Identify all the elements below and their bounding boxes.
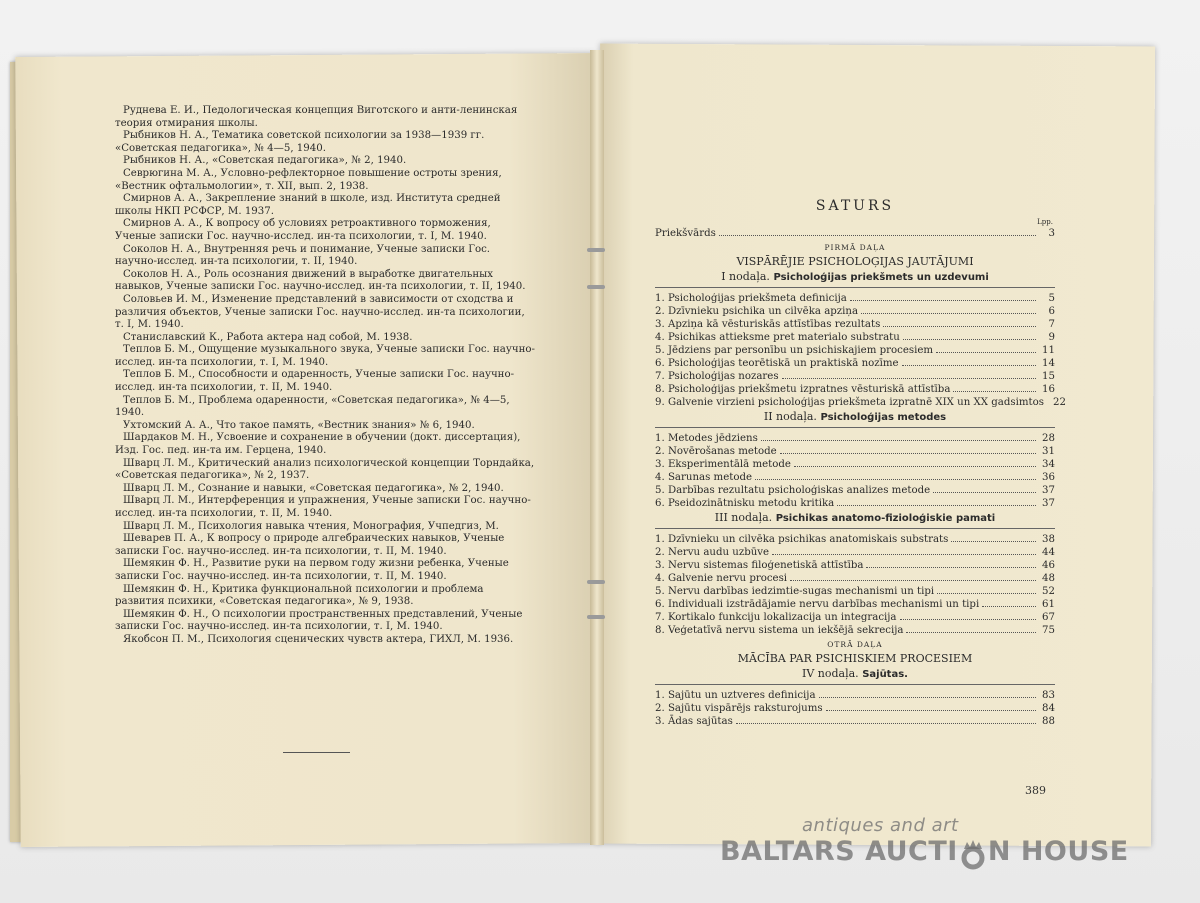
bibliography [115, 105, 535, 647]
staple [587, 248, 605, 252]
chapter-heading [655, 511, 1055, 524]
toc-entry-page: 9 [1048, 332, 1055, 343]
chapter-number: I nodaļa. [721, 270, 770, 283]
bibliography-entry: Рыбников Н. А., «Советская педагогика», № 2, 1940. [123, 155, 407, 167]
toc-entry-label: 1. Psicholoģijas priekšmeta definicija [655, 293, 847, 304]
chapter-rule [655, 427, 1055, 428]
toc-entry [655, 597, 1055, 610]
toc-entry-page: 22 [1052, 397, 1066, 408]
bibliography-entry: Якобсон П. М., Психология сценических чувств актера, ГИХЛ, М. 1936. [123, 633, 514, 645]
toc-entry-page: 28 [1042, 433, 1055, 444]
toc-entry-page: 88 [1042, 716, 1055, 727]
toc-entry [655, 470, 1055, 483]
crown-icon [958, 840, 988, 866]
toc-entry-page: 6 [1048, 306, 1055, 317]
toc-entry-label: 5. Darbības rezultatu psicholoģiskas analizes metode [655, 485, 931, 496]
staple [587, 285, 605, 289]
bibliography-entry: Шемякин Ф. Н., О психологии пространственных представлений, Ученые записки Гос. научно-исслед. ин-та психологии, т. I, М. 1940. [115, 608, 523, 633]
chapter-heading [655, 410, 1055, 423]
toc-entry-page: 3 [1048, 228, 1055, 239]
toc-entry-label: 8. Psicholoģijas priekšmetu izpratnes vēsturiskā attīstība [655, 384, 951, 395]
toc-entry-page: 11 [1042, 345, 1055, 356]
toc-entry-label: 5. Jēdziens par personību un psichiskajiem procesiem [655, 345, 934, 356]
toc-entry [655, 584, 1055, 597]
chapter-title: Psicholoģijas priekšmets un uzdevumi [773, 272, 989, 283]
bibliography-entry: Станиславский К., Работа актера над собой, М. 1938. [123, 331, 413, 343]
toc-entry-page: 46 [1042, 560, 1055, 571]
chapter-title: Psicholoģijas metodes [820, 412, 947, 423]
toc-entry [655, 701, 1055, 714]
toc-entry-preface [655, 226, 1055, 239]
toc-entry [655, 317, 1055, 330]
toc-entry [655, 304, 1055, 317]
toc-entry-label: 1. Sajūtu un uztveres definicija [655, 690, 816, 701]
bibliography-entry: Шварц Л. М., Психология навыка чтения, Монография, Учпедгиз, М. [123, 520, 499, 532]
chapter-number: II nodaļa. [763, 410, 817, 423]
bibliography-entry: Шварц Л. М., Интерференция и упражнения, Ученые записки Гос. научно-исслед. ин-та психологии, т. II, М. 1940. [115, 495, 531, 519]
chapter-number: III nodaļa. [714, 511, 773, 524]
bibliography-entry: Теплов Б. М., Ощущение музыкального звука, Ученые записки Гос. научно-исслед. ин-та психологии, т. I, М. 1940. [115, 344, 535, 368]
toc-entry [655, 369, 1055, 382]
toc-entry-page: 37 [1042, 498, 1055, 509]
chapter-rule [655, 287, 1055, 288]
bibliography-entry: Теплов Б. М., Способности и одаренность, Ученые записки Гос. научно-исслед. ин-та психологии, т. II, М. 1940. [115, 369, 515, 394]
part-label: OTRĀ DAĻA [827, 640, 883, 649]
toc-entry-label: 3. Eksperimentālā metode [655, 459, 791, 470]
toc-entry-page: 15 [1042, 371, 1055, 382]
toc-entry [655, 714, 1055, 727]
toc-entry-label: 4. Galvenie nervu procesi [655, 573, 788, 584]
toc-entry-page: 37 [1042, 485, 1055, 496]
toc-entry [655, 532, 1055, 545]
toc-entry [655, 330, 1055, 343]
toc-entry-label: 4. Psichikas attieksme pret materialo substratu [655, 332, 900, 343]
bibliography-entry: Теплов Б. М., Проблема одаренности, «Советская педагогика», № 4—5, 1940. [115, 394, 510, 419]
toc-entry [655, 610, 1055, 623]
toc-entry-page: 31 [1042, 446, 1055, 457]
toc-entry [655, 496, 1055, 509]
part-title: VISPĀRĒJIE PSICHOLOĢIJAS JAUTĀJUMI [736, 255, 974, 268]
toc-entry-page: 52 [1042, 586, 1055, 597]
chapter-rule [655, 684, 1055, 685]
toc-entry-label: 2. Dzīvnieku psichika un cilvēka apziņa [655, 306, 859, 317]
toc-entry [655, 382, 1055, 395]
toc-title: SATURS [815, 198, 895, 214]
toc-entry-page: 44 [1042, 547, 1055, 558]
toc-entry-label: 5. Nervu darbības iedzimtie-sugas mechanismi un tipi [655, 586, 935, 597]
toc-entry-page: 83 [1042, 690, 1055, 701]
toc-entry-page: 5 [1048, 293, 1055, 304]
page-column-label: Lpp. [1037, 218, 1053, 226]
toc-entry [655, 545, 1055, 558]
bibliography-entry: Соловьев И. М., Изменение представлений в зависимости от сходства и различия объектов, Ученые записки Гос. научно-исслед. ин-та психологии, т. I, М. 1940. [115, 293, 525, 331]
bibliography-entry: Соколов Н. А., Внутренняя речь и понимание, Ученые записки Гос. научно-исслед. ин-та психологии, т. II, 1940. [115, 243, 491, 268]
chapter-title: Psichikas anatomo-fizioloģiskie pamati [775, 513, 996, 524]
bibliography-entry: Смирнов А. А., Закрепление знаний в школе, изд. Института средней школы НКП РСФСР, М. 1937. [115, 193, 501, 217]
toc-entry-label: Priekšvārds [655, 228, 716, 239]
toc-entry-label: 7. Psicholoģijas nozares [655, 371, 779, 382]
bibliography-entry: Соколов Н. А., Роль осознания движений в выработке двигательных навыков, Ученые записки Гос. научно-исслед. ин-та психологии, т. II, 1940. [115, 268, 526, 293]
toc-entry-label: 2. Nervu audu uzbūve [655, 547, 770, 558]
toc-entry [655, 431, 1055, 444]
toc-entry-label: 1. Dzīvnieku un cilvēka psichikas anatomiskais substrats [655, 534, 949, 545]
toc-entry-page: 16 [1042, 384, 1055, 395]
bibliography-entry: Смирнов А. А., К вопросу об условиях ретроактивного торможения, Ученые записки Гос. научно-исслед. ин-та психологии, т. I, М. 1940. [115, 218, 491, 242]
toc-entry-label: 8. Veģetatīvā nervu sistema un iekšējā sekrecija [655, 625, 904, 636]
toc-entry [655, 457, 1055, 470]
toc-entry-label: 1. Metodes jēdziens [655, 433, 758, 444]
table-of-contents [655, 198, 1066, 727]
toc-entry-page: 48 [1042, 573, 1055, 584]
toc-entry-label: 2. Novērošanas metode [655, 446, 777, 457]
toc-entry-label: 9. Galvenie virzieni psicholoģijas priekšmeta izpratnē XIX un XX gadsimtos [655, 397, 1044, 408]
watermark-brand: BALTARS AUCTI N HOUSE [720, 836, 1129, 867]
book-spine [590, 50, 604, 845]
toc-entry [655, 571, 1055, 584]
toc-entry-page: 61 [1042, 599, 1055, 610]
bibliography-entry: Шемякин Ф. Н., Критика функциональной психологии и проблема развития психики, «Советская педагогика», № 9, 1938. [115, 583, 484, 608]
toc-entry [655, 343, 1055, 356]
toc-entry-label: 2. Sajūtu vispārējs raksturojums [655, 703, 823, 714]
part-title: MĀCĪBA PAR PSICHISKIEM PROCESIEM [737, 652, 973, 665]
bibliography-entry: Рыбников Н. А., Тематика советской психологии за 1938—1939 гг. «Советская педагогика», № 4—5, 1940. [115, 130, 485, 154]
toc-entry [655, 688, 1055, 701]
bibliography-entry: Шардаков М. Н., Усвоение и сохранение в обучении (докт. диссертация), Изд. Гос. пед. ин-та им. Герцена, 1940. [115, 432, 521, 457]
toc-entry [655, 395, 1066, 408]
staple [587, 615, 605, 619]
toc-entry [655, 444, 1055, 457]
toc-entry-label: 3. Ādas sajūtas [655, 716, 733, 727]
staple [587, 580, 605, 584]
chapter-number: IV nodaļa. [802, 667, 859, 680]
toc-entry-page: 36 [1042, 472, 1055, 483]
toc-entry-label: 6. Individuali izstrādājamie nervu darbības mechanismi un tipi [655, 599, 980, 610]
page-end-divider [283, 752, 350, 753]
chapter-rule [655, 528, 1055, 529]
toc-entry [655, 291, 1055, 304]
watermark [720, 815, 1129, 867]
chapter-title: Sajūtas. [862, 669, 908, 680]
bibliography-entry: Шеварев П. А., К вопросу о природе алгебраических навыков, Ученые записки Гос. научно-исслед. ин-та психологии, т. II, М. 1940. [115, 533, 505, 557]
bibliography-entry: Руднева Е. И., Педологическая концепция Виготского и анти-ленинская теория отмирания школы. [115, 105, 518, 129]
toc-entry-page: 67 [1042, 612, 1055, 623]
toc-entry-label: 4. Sarunas metode [655, 472, 753, 483]
toc-entry-label: 7. Kortikalo funkciju lokalizacija un integracija [655, 612, 897, 623]
bibliography-entry: Севрюгина М. А., Условно-рефлекторное повышение остроты зрения, «Вестник офтальмологии», т. XII, вып. 2, 1938. [115, 167, 502, 192]
toc-entry [655, 356, 1055, 369]
toc-entry-page: 34 [1042, 459, 1055, 470]
toc-entry [655, 623, 1055, 636]
toc-entry-page: 38 [1042, 534, 1055, 545]
bibliography-entry: Шварц Л. М., Критический анализ психологической концепции Торндайка, «Советская педагогика», № 2, 1937. [115, 457, 535, 482]
toc-entry-page: 7 [1048, 319, 1055, 330]
chapter-heading [655, 667, 1055, 680]
page-number: 389 [1025, 784, 1046, 797]
toc-entry-page: 84 [1042, 703, 1055, 714]
toc-entry [655, 483, 1055, 496]
toc-entry [655, 558, 1055, 571]
toc-entry-label: 3. Apziņa kā vēsturiskās attīstības rezultats [655, 319, 881, 330]
watermark-tagline: antiques and art [802, 815, 959, 836]
toc-entry-page: 75 [1042, 625, 1055, 636]
bibliography-entry: Шемякин Ф. Н., Развитие руки на первом году жизни ребенка, Ученые записки Гос. научно-исслед. ин-та психологии, т. II, М. 1940. [115, 558, 509, 582]
part-label: PIRMĀ DAĻA [824, 243, 886, 252]
bibliography-entry: Шварц Л. М., Сознание и навыки, «Советская педагогика», № 2, 1940. [123, 482, 504, 494]
toc-entry-label: 6. Pseidozinātnisku metodu kritika [655, 498, 835, 509]
toc-entry-page: 14 [1042, 358, 1055, 369]
toc-entry-label: 6. Psicholoģijas teorētiskā un praktiskā nozīme [655, 358, 899, 369]
toc-entry-label: 3. Nervu sistemas filoģenetiskā attīstība [655, 560, 864, 571]
bibliography-entry: Ухтомский А. А., Что такое память, «Вестник знания» № 6, 1940. [123, 419, 475, 431]
chapter-heading [655, 270, 1055, 283]
